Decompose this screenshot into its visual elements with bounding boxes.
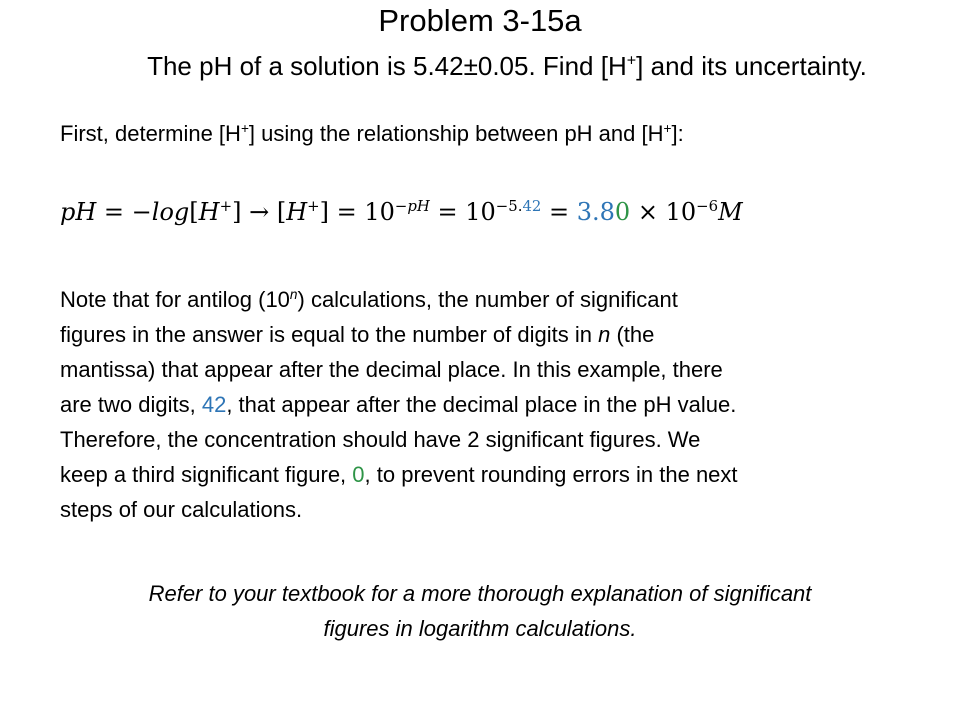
eq-log: log [151,198,190,226]
eq-result-digits-blue: 3.8 [576,198,615,226]
italic-n: n [598,322,611,347]
paragraph-text: , that appear after the decimal place in the pH value. [226,392,737,417]
eq-equals: = [429,198,466,226]
eq-exponent-neg6: −6 [696,197,719,216]
eq-exponent-whole: −5. [495,197,523,216]
paragraph-text: figures in the answer is equal to the number of digits in [60,322,599,347]
intro-text [60,118,684,150]
eq-equals: = [541,198,577,226]
eq-ph: pH [60,198,97,226]
paragraph-line: mantissa) that appear after the decimal place. In this example, there [60,357,723,382]
intro-part: First, determine [H [60,121,241,146]
eq-arrow: → [241,198,277,226]
paragraph-text: are two digits, [60,392,202,417]
explanation-paragraph [60,282,920,527]
highlight-42: 42 [201,392,227,417]
paragraph-line [60,387,920,422]
note-line: Refer to your textbook for a more thorough explanation of significant [148,581,812,606]
problem-statement-part: The pH of a solution is 5.42±0.05. Find [H [147,51,627,81]
paragraph-text: ) calculations, the number of significant [297,287,678,312]
intro-part: ] using the relationship between pH and [H [248,121,664,146]
eq-operator: = − [96,198,152,226]
eq-exponent-decimals: 42 [522,197,542,216]
problem-statement [0,48,960,84]
eq-bracket: ] [319,198,329,226]
eq-unit-molar: M [718,198,743,226]
paragraph-line: steps of our calculations. [60,497,303,522]
problem-statement-part: ] and its uncertainty. [636,51,867,81]
intro-part: ]: [671,121,684,146]
eq-ten: 10 [465,198,496,226]
paragraph-text: Note that for antilog (10 [60,287,290,312]
eq-equals: = [328,198,365,226]
note-line: figures in logarithm calculations. [323,616,637,641]
eq-ten: 10 [364,198,395,226]
superscript-n: n [289,286,298,302]
eq-plus: + [219,197,233,216]
eq-times: × [630,198,666,226]
paragraph-line [60,457,920,492]
superscript-plus: + [240,120,249,136]
superscript-plus: + [663,120,672,136]
eq-exponent-neg-ph: −pH [394,197,430,216]
textbook-note [0,576,960,646]
paragraph-text: , to prevent rounding errors in the next [364,462,738,487]
ph-equation [60,192,743,232]
eq-plus: + [307,197,320,216]
highlight-0: 0 [352,462,365,487]
paragraph-line [60,282,920,317]
eq-result-digit-green: 0 [614,198,631,226]
eq-bracket: [ [189,198,199,226]
eq-h: H [286,198,308,226]
superscript-plus: + [626,51,637,70]
eq-exponent [496,197,542,215]
eq-bracket: [ [276,198,287,226]
eq-h: H [198,198,220,226]
paragraph-line: Therefore, the concentration should have 2 significant figures. We [60,427,701,452]
eq-ten: 10 [665,198,697,226]
eq-bracket: ] [232,198,242,226]
slide-title: Problem 3-15a [378,3,582,38]
paragraph-text: keep a third significant figure, [60,462,353,487]
eq-result [577,198,630,226]
paragraph-line [60,317,920,352]
paragraph-text: (the [610,322,655,347]
